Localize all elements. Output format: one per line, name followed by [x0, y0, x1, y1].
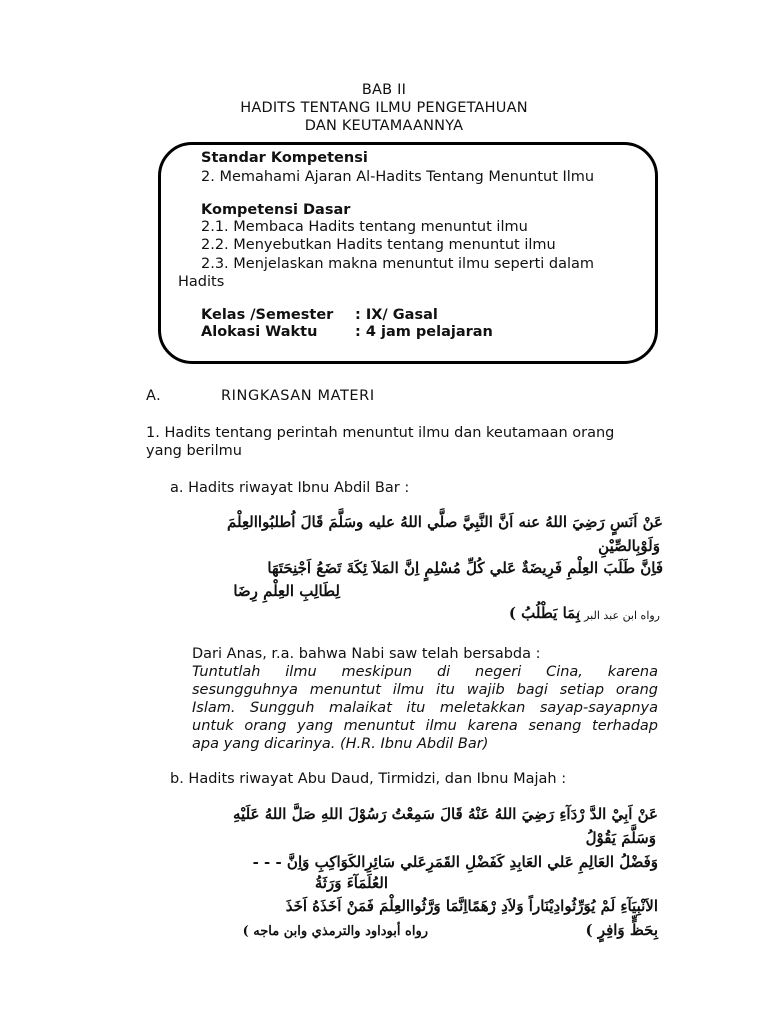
hadith-b-arabic-1: عَنْ اَبِيْ الدَّ رْدَآءِ رَضِيَ اللهُ عَنْهُ قَالَ سَمِعْتُ رَسُوْلَ اللهِ صَلَّ اللهُ عَلَيْهِ [233, 805, 658, 823]
chapter-subtitle: DAN KEUTAMAANNYA [304, 118, 464, 134]
alokasi-label: Alokasi Waktu [201, 324, 318, 340]
sk-item: 2. Memahami Ajaran Al-Hadits Tentang Menuntut Ilmu [201, 169, 595, 185]
section-title: RINGKASAN MATERI [221, 388, 375, 404]
hadith-a-arabic-3: فَاِنَّ طَلَبَ العِلْمِ فَرِيضَةٌ عَلي كُلِّ مُسْلِمٍ اِنَّ المَلاَ ئِكَةَ تَضَعُ اَجْنِحَتَهَا [267, 559, 663, 577]
chapter-label: BAB II [361, 82, 407, 98]
hadith-b-arabic-5: الاَنْبِيَآءِ لَمْ يُوَرِّثُوادِيْنَاراً وَلاَدِ رْهَمًااِنَّمَا وَرَّثُواالعِلْمَ فَمَنْ اَخَذَهُ اَخَذَ [285, 897, 658, 915]
hadith-a-arabic-4: لِطَالِبِ العِلْمِ رِضَا [233, 582, 340, 600]
hadith-b-arabic-2: وَسَلَّمَ يَقُوْلُ [585, 829, 656, 847]
hadith-b-arabic-6: بِحَظٍّ وَافِرٍ ) [585, 921, 658, 939]
hadith-a-translation-5: apa yang dicarinya. (H.R. Ibnu Abdil Bar) [192, 736, 489, 752]
kd-item-3: 2.3. Menjelaskan makna menuntut ilmu seperti dalam [201, 256, 595, 272]
hadith-b-arabic-3: وَفَضْلُ العَالِمِ عَلي العَابِدِ كَفَضْلِ القَمَرِعَلي سَائِرِالكَوَاكِبِ وَاِنَّ - - - [252, 853, 658, 871]
hadith-a-translation-intro: Dari Anas, r.a. bahwa Nabi saw telah bersabda : [192, 646, 541, 662]
hadith-b-source: رواه أبوداود والترمذي وابن ماجه ) [242, 924, 428, 939]
hadith-a-arabic-5: بِمَا يَطْلُبُ ) [508, 604, 580, 622]
hadith-a-translation-1: Tuntutlah ilmu meskipun di negeri Cina, karena [192, 664, 658, 680]
hadith-a-source: رواه ابن عبد البر ) [576, 609, 660, 622]
kelas-value: : IX/ Gasal [355, 307, 438, 323]
kelas-label: Kelas /Semester [201, 307, 334, 323]
hadith-a-arabic-1: عَنْ اَنَسٍ رَضِيَ اللهُ عنه اَنَّ النَّبِيَّ صلَّي اللهُ عليه وسَلَّمَ قَالَ اُطلبُواالعِلْمَ [227, 513, 663, 531]
chapter-title: HADITS TENTANG ILMU PENGETAHUAN [240, 100, 528, 116]
kd-item-2: 2.2. Menyebutkan Hadits tentang menuntut ilmu [201, 237, 556, 253]
kd-item-3-wrap: Hadits [178, 274, 225, 290]
kd-item-1: 2.1. Membaca Hadits tentang menuntut ilmu [201, 219, 528, 235]
alokasi-value: : 4 jam pelajaran [355, 324, 493, 340]
point-1-line-1: 1. Hadits tentang perintah menuntut ilmu dan keutamaan orang [146, 425, 615, 441]
hadith-b-heading: b. Hadits riwayat Abu Daud, Tirmidzi, dan Ibnu Majah : [170, 771, 567, 787]
kd-heading: Kompetensi Dasar [201, 202, 351, 218]
hadith-a-translation-3: Islam. Sungguh malaikat itu meletakkan sayap-sayapnya [192, 700, 658, 716]
hadith-a-arabic-2: وَلَوْبِالصِّيْنِ [598, 537, 660, 555]
section-letter: A. [146, 388, 162, 404]
point-1-line-2: yang berilmu [146, 443, 242, 459]
sk-heading: Standar Kompetensi [201, 150, 368, 166]
hadith-b-arabic-4: العُلَمَآءَ وَرَثَةُ [314, 874, 388, 892]
hadith-a-translation-4: untuk orang yang menuntut ilmu karena senang terhadap [192, 718, 658, 734]
hadith-a-heading: a. Hadits riwayat Ibnu Abdil Bar : [170, 480, 410, 496]
hadith-a-translation-2: sesungguhnya menuntut ilmu itu wajib bagi setiap orang [192, 682, 658, 698]
